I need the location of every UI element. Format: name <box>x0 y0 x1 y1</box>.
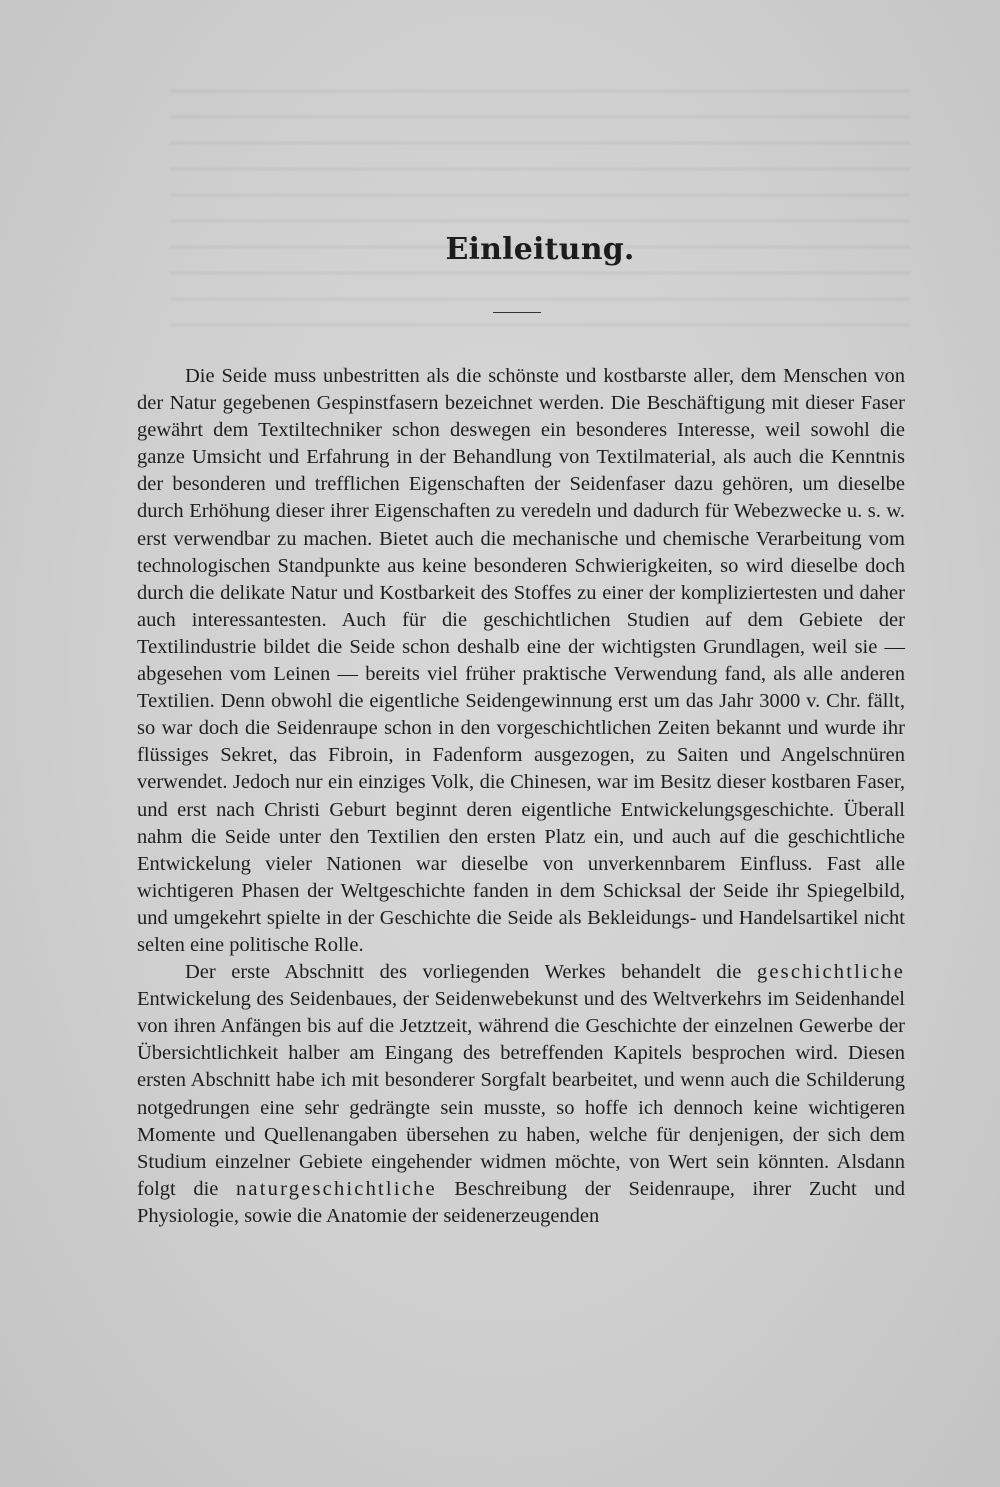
paragraph-2-segment: Entwickelung des Seidenbaues, der Seidenwebekunst und des Weltverkehrs im Seidenhandel von ihren Anfängen bis auf die Jetztzeit, während die Geschichte der einzelnen Gewerbe der Übersichtlichkeit halber am Eingang des betreffenden Kapitels besprochen wird. Diesen ersten Abschnitt habe ich mit besonderer Sorgfalt bearbeitet, und wenn auch die Schilderung notgedrungen eine sehr gedrängte sein musste, so hoffe ich dennoch keine wichtigeren Momente und Quellenangaben übersehen zu haben, welche für denjenigen, der sich dem Studium einzelner Gebiete eingehender widmen möchte, von Wert sein könnten. Alsdann folgt die <box>137 988 905 1200</box>
bleed-through-shadow <box>170 90 910 350</box>
body-text <box>137 363 905 1230</box>
paragraph-2-emphasis: geschichtliche <box>756 961 905 984</box>
paragraph-2-segment: Der erste Abschnitt des vorliegenden Werkes behandelt die <box>185 961 757 984</box>
paragraph-1 <box>137 363 905 959</box>
paragraph-2-emphasis: naturgeschichtliche <box>235 1177 437 1200</box>
page-title: Einleitung. <box>445 232 635 267</box>
paragraph-2-segment: Beschreibung der Seidenraupe, ihrer Zucht und Physiologie, sowie die Anatomie der seidenerzeugenden <box>137 1177 905 1227</box>
title-divider <box>493 312 541 313</box>
paragraph-2 <box>137 959 905 1230</box>
paragraph-1-segment: Die Seide muss unbestritten als die schönste und kostbarste aller, dem Menschen von der Natur gegebenen Gespinstfasern bezeichnet werden. Die Beschäftigung mit dieser Faser gewährt dem Textiltechniker schon deswegen ein besonderes Interesse, weil sowohl die ganze Umsicht und Erfahrung in der Behandlung von Textilmaterial, als auch die Kenntnis der besonderen und trefflichen Eigenschaften der Seidenfaser dazu gehören, um dieselbe durch Erhöhung dieser ihrer Eigenschaften zu veredeln und dadurch für Webezwecke u. s. w. erst verwendbar zu machen. Bietet auch die mechanische und chemische Verarbeitung vom technologischen Standpunkte aus keine besonderen Schwierigkeiten, so wird dieselbe doch durch die delikate Natur und Kostbarkeit des Stoffes zu einer der kompliziertesten und daher auch interessantesten. Auch für die geschichtlichen Studien auf dem Gebiete der Textilindustrie bildet die Seide schon deshalb eine der wichtigsten Grundlagen, weil sie — abgesehen vom Leinen — bereits viel früher praktische Verwendung fand, als alle anderen Textilien. Denn obwohl die eigentliche Seidengewinnung erst um das Jahr 3000 v. Chr. fällt, so war doch die Seidenraupe schon in den vorgeschichtlichen Zeiten bekannt und wurde ihr flüssiges Sekret, das Fibroin, in Fadenform ausgezogen, zu Saiten und Angelschnüren verwendet. Jedoch nur ein einziges Volk, die Chinesen, war im Besitz dieser kostbaren Faser, und erst nach Christi Geburt beginnt deren eigentliche Entwickelungsgeschichte. Überall nahm die Seide unter den Textilien den ersten Platz ein, und auch auf die geschichtliche Entwickelung vieler Nationen war dieselbe von unverkennbarem Einfluss. Fast alle wichtigeren Phasen der Weltgeschichte fanden in dem Schicksal der Seide ihr Spiegelbild, und umgekehrt spielte in der Geschichte die Seide als Bekleidungs- und Handelsartikel nicht selten eine politische Rolle. <box>137 365 905 956</box>
